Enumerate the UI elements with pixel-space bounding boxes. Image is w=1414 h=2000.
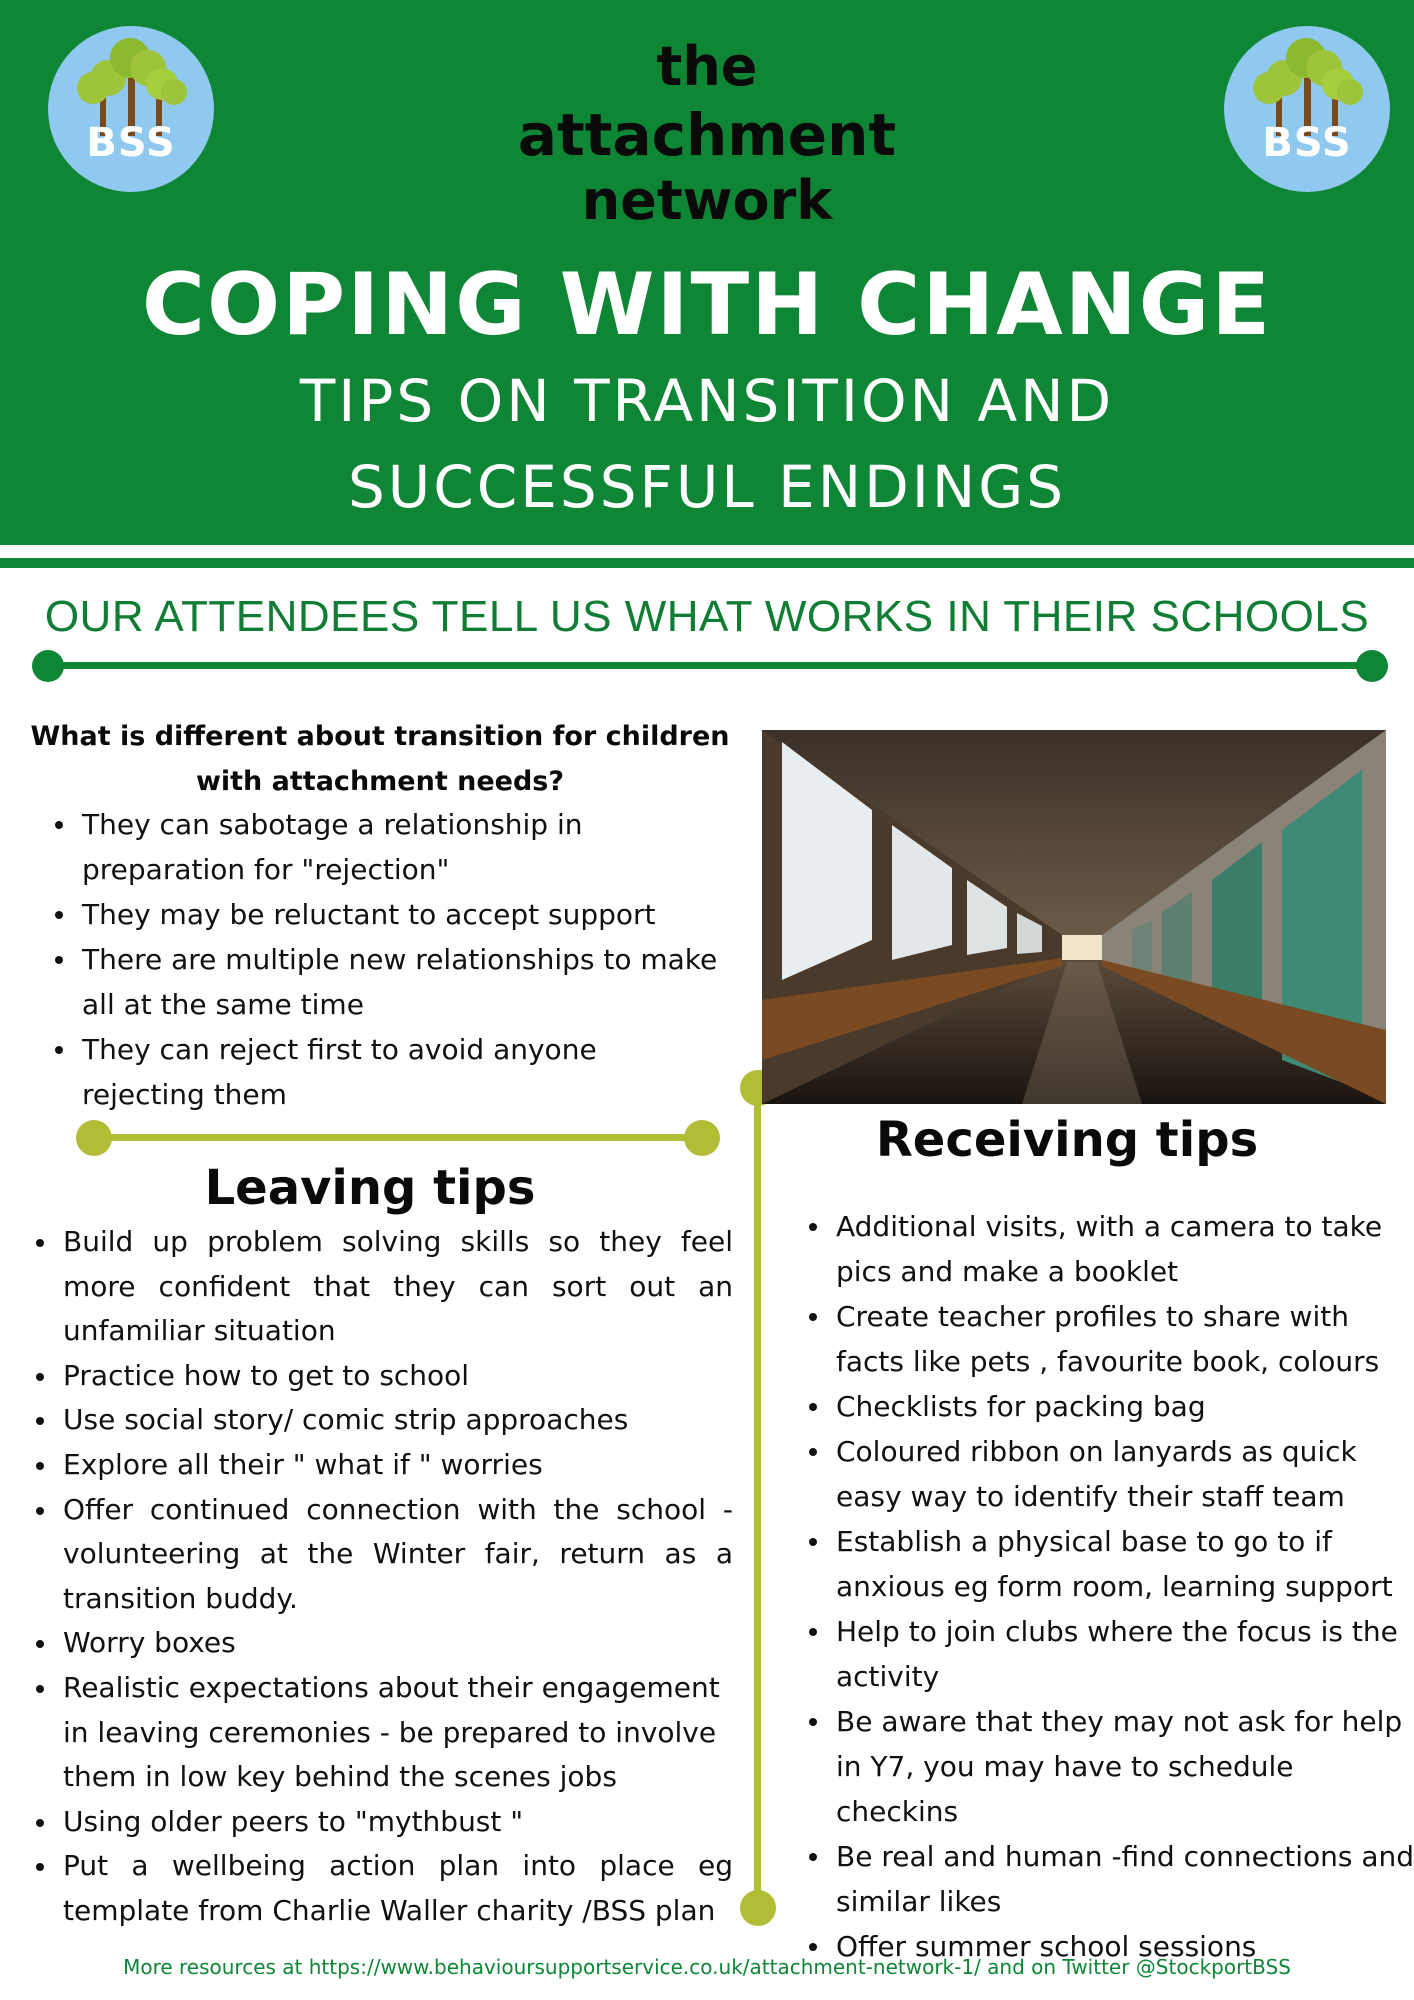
list-item: Realistic expectations about their engagement in leaving ceremonies - be prepared to involve them in low key behind the scenes jobs <box>63 1666 733 1800</box>
lime-vertical-divider <box>740 1070 776 1926</box>
logo-text: BSS <box>1262 120 1352 166</box>
divider-dot-right <box>1356 650 1388 682</box>
list-item: Practice how to get to school <box>63 1354 733 1399</box>
header-banner <box>0 0 1414 545</box>
school-corridor-photo <box>762 730 1386 1104</box>
tagline: OUR ATTENDEES TELL US WHAT WORKS IN THEIR SCHOOLS <box>44 592 1370 641</box>
list-item: There are multiple new relationships to make all at the same time <box>82 937 722 1027</box>
list-item: Coloured ribbon on lanyards as quick easy way to identify their staff team <box>836 1429 1414 1519</box>
list-item: Be real and human -find connections and similar likes <box>836 1834 1414 1924</box>
leaving-tips-list <box>63 1220 733 1934</box>
corridor-image <box>762 730 1386 1104</box>
list-item: Worry boxes <box>63 1621 733 1666</box>
list-item: Use social story/ comic strip approaches <box>63 1398 733 1443</box>
list-item: Additional visits, with a camera to take pics and make a booklet <box>836 1204 1414 1294</box>
receiving-tips-list <box>836 1204 1414 1969</box>
question-heading-line-2: with attachment needs? <box>195 766 565 797</box>
list-item: Checklists for packing bag <box>836 1384 1414 1429</box>
list-item: Offer continued connection with the school - volunteering at the Winter fair, return as a transition buddy. <box>63 1488 733 1622</box>
list-item: Create teacher profiles to share with facts like pets , favourite book, colours <box>836 1294 1414 1384</box>
list-item: Establish a physical base to go to if anxious eg form room, learning support <box>836 1519 1414 1609</box>
divider-bar <box>754 1088 761 1908</box>
question-heading-line-1: What is different about transition for children <box>30 721 730 752</box>
page-title: COPING WITH CHANGE <box>141 255 1273 355</box>
header-underline <box>0 558 1414 568</box>
list-item: Be aware that they may not ask for help in Y7, you may have to schedule checkins <box>836 1699 1414 1834</box>
subtitle-line-1: TIPS ON TRANSITION AND <box>299 367 1115 435</box>
footer-resources-link[interactable]: More resources at https://www.behavioursupportservice.co.uk/attachment-network-1/ and on Twitter @StockportBSS <box>123 1955 1291 1979</box>
divider-dot-left <box>32 650 64 682</box>
logo-text: BSS <box>86 120 176 166</box>
divider-bar <box>92 1134 704 1141</box>
list-item: Using older peers to "mythbust " <box>63 1800 733 1845</box>
receiving-tips-title: Receiving tips <box>875 1112 1259 1168</box>
list-item: Explore all their " what if " worries <box>63 1443 733 1488</box>
list-item: They can reject first to avoid anyone rejecting them <box>82 1027 722 1117</box>
question-list <box>82 802 722 1117</box>
list-item: Help to join clubs where the focus is the activity <box>836 1609 1414 1699</box>
leaving-tips-title: Leaving tips <box>204 1160 536 1216</box>
divider-dot-left <box>76 1120 112 1156</box>
list-item: They can sabotage a relationship in preparation for "rejection" <box>82 802 722 892</box>
divider-dot-bottom <box>740 1890 776 1926</box>
network-line-1: the <box>656 35 758 98</box>
network-line-2: attachment <box>517 101 897 169</box>
list-item: Put a wellbeing action plan into place eg template from Charlie Waller charity /BSS plan <box>63 1844 733 1933</box>
divider-bar <box>48 662 1372 669</box>
question-heading <box>30 714 730 804</box>
divider-dot-right <box>684 1120 720 1156</box>
network-line-3: network <box>581 169 833 232</box>
list-item: They may be reluctant to accept support <box>82 892 722 937</box>
subtitle-line-2: SUCCESSFUL ENDINGS <box>347 453 1067 521</box>
green-divider <box>30 648 1390 684</box>
list-item: Offer summer school sessions <box>836 1924 1414 1969</box>
lime-divider <box>76 1120 720 1156</box>
list-item: Build up problem solving skills so they feel more confident that they can sort out an unfamiliar situation <box>63 1220 733 1354</box>
